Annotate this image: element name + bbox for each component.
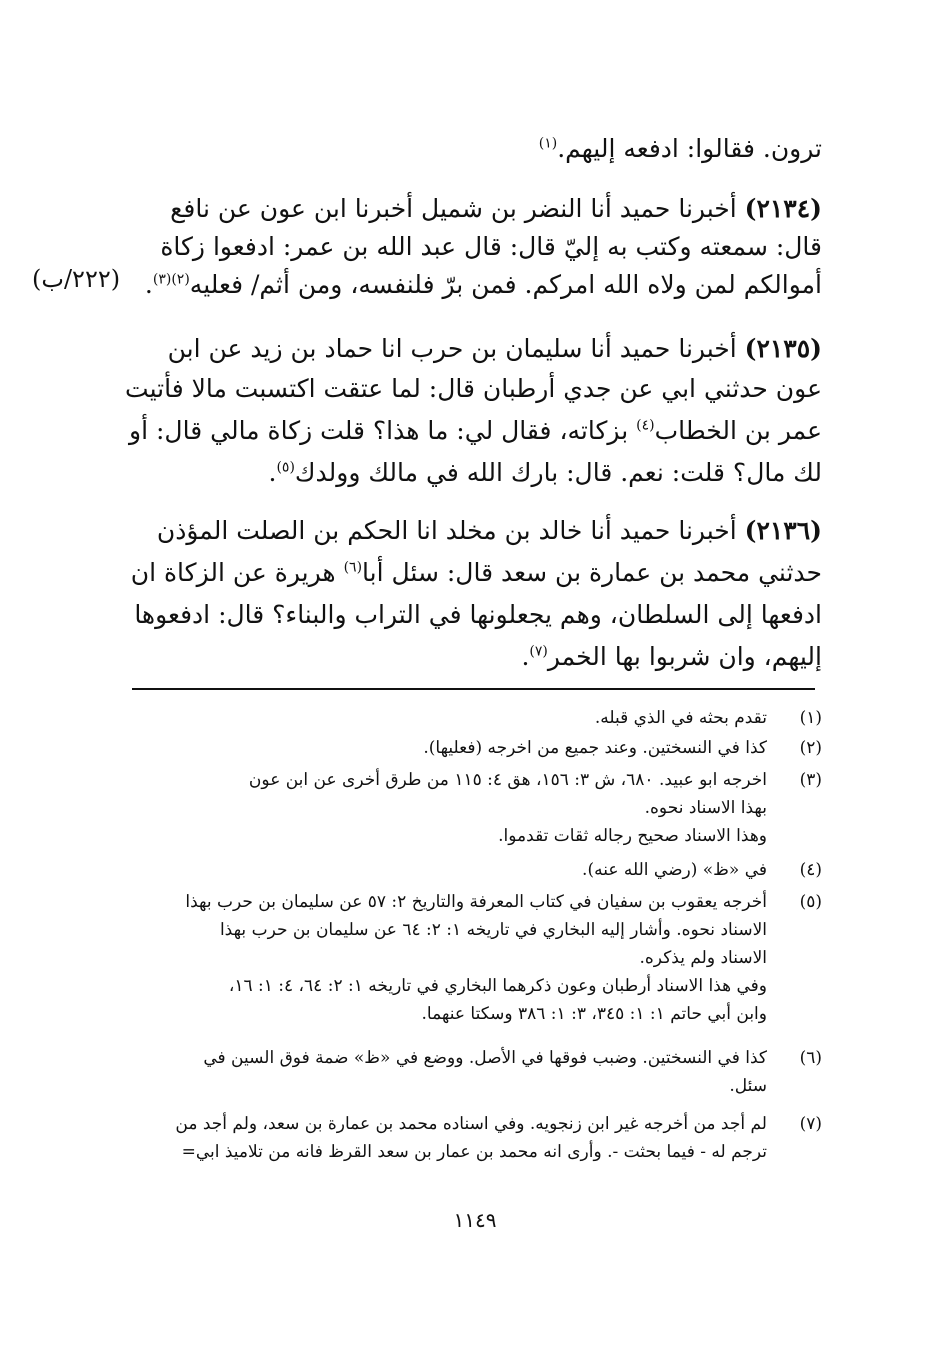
footnote-line: اخرجه ابو عبيد. ٦٨٠، ش ٣: ١٥٦، هق ٤: ١١٥ من طرق أخرى عن ابن عون (248, 770, 767, 790)
footnote-ref: (٦) (343, 559, 363, 576)
footnote-line: الاسناد نحوه. وأشار إليه البخاري في تاريخه ١: ٢: ٦٤ عن سليمان بن حرب بهذا (219, 920, 767, 940)
hadith-number: (٢١٣٥) (744, 334, 822, 363)
folio-marker: (٢٢٢/ب) (32, 265, 121, 293)
continuation-line (539, 128, 822, 170)
footnote-line: الاسناد ولم يذكره. (639, 948, 767, 968)
footnote-line: كذا في النسختين. وضبب فوقها في الأصل. ووضع في «ظ» ضمة فوق السين في (203, 1048, 767, 1068)
footnote-4 (132, 856, 822, 884)
hadith-text: ادفعها إلى السلطان، وهم يجعلونها في التراب والبناء؟ قال: ادفعوها (134, 600, 822, 629)
hadith-2136-line-1 (157, 510, 822, 552)
footnote-ref: (٧) (529, 643, 548, 660)
footnote-line: ترجم له - فيما بحثت -. وأرى انه محمد بن عمار بن سعد القرظ فانه من تلاميذ ابي= (181, 1142, 767, 1162)
hadith-2135-line-3 (129, 410, 822, 452)
hadith-number: (٢١٣٦) (744, 516, 822, 545)
footnote-line: وهذا الاسناد صحيح رجاله ثقات تقدموا. (498, 826, 767, 846)
hadith-text: . (144, 270, 153, 299)
footnote-line: أخرجه يعقوب بن سفيان في كتاب المعرفة والتاريخ ٢: ٥٧ عن سليمان بن حرب بهذا (185, 892, 767, 912)
main-text (125, 0, 822, 700)
continuation-text: ترون. فقالوا: ادفعه إليهم. (557, 134, 822, 163)
hadith-2134-line-2 (160, 226, 822, 268)
hadith-text: عون حدثني ابي عن جدي أرطبان قال: لما عتقت اكتسبت مالا فأتيت (125, 374, 822, 403)
hadith-text: أخبرنا حميد أنا خالد بن مخلد انا الحكم بن الصلت المؤذن (156, 516, 737, 545)
hadith-text: أخبرنا حميد أنا سليمان بن حرب انا حماد بن زيد عن ابن (167, 334, 737, 363)
footnote-line: بهذا الاسناد نحوه. (644, 798, 767, 818)
hadith-text: إليهم، وان شربوا بها الخمر (547, 642, 822, 671)
hadith-text: أموالكم لمن ولاه الله امركم. فمن برّ فلنفسه، ومن أثم/ فعليه (189, 270, 822, 299)
footnote-line: وابن أبي حاتم ١: ١: ٣٤٥، ٣: ١: ٣٨٦ وسكتا عنهما. (421, 1004, 767, 1024)
hadith-2134-line-3 (145, 264, 822, 306)
hadith-2135-line-1 (168, 328, 822, 370)
footnote-number: (٥) (799, 892, 822, 912)
hadith-number: (٢١٣٤) (744, 194, 822, 223)
hadith-text: . (521, 642, 530, 671)
hadith-text: قال: سمعته وكتب به إليّ قال: قال عبد الله بن عمر: ادفعوا زكاة (160, 232, 822, 261)
footnote-line: تقدم بحثه في الذي قبله. (594, 708, 767, 728)
footnote-7 (132, 1110, 822, 1166)
hadith-2134-line-1 (170, 188, 822, 230)
hadith-2135-line-2 (125, 368, 822, 410)
hadith-text: عمر بن الخطاب (654, 416, 822, 445)
hadith-text: أخبرنا حميد أنا النضر بن شميل أخبرنا ابن عون عن نافع (170, 194, 737, 223)
footnote-2 (132, 734, 822, 762)
hadith-text: لك مال؟ قلت: نعم. قال: بارك الله في مالك وولدك (294, 458, 822, 487)
footnote-line: في «ظ» (رضي الله عنه). (582, 860, 767, 880)
footnote-line: لم أجد من أخرجه غير ابن زنجويه. وفي اسناده محمد بن عمارة بن سعد، ولم أجد من (175, 1114, 767, 1134)
footnote-separator (132, 688, 815, 690)
hadith-2136-line-3 (134, 594, 822, 636)
footnote-number: (٧) (799, 1114, 822, 1134)
footnote-number: (١) (799, 708, 822, 728)
footnote-line: كذا في النسختين. وعند جميع من اخرجه (فعليها). (423, 738, 767, 758)
hadith-2135-line-4 (269, 452, 823, 494)
hadith-text: . (268, 458, 277, 487)
footnote-3 (132, 766, 822, 850)
hadith-text: حدثني محمد بن عمارة بن سعد قال: سئل أبا (362, 558, 822, 587)
footnote-line: وفي هذا الاسناد أرطبان وعون ذكرهما البخاري في تاريخه ١: ٢: ٦٤، ٤: ١: ١٦، (228, 976, 767, 996)
footnote-ref: (٥) (276, 459, 295, 476)
page-number: ١١٤٩ (453, 1208, 497, 1232)
footnote-number: (٦) (799, 1048, 822, 1068)
hadith-2136-line-2 (131, 552, 822, 594)
footnote-line: سئل. (729, 1076, 767, 1096)
footnote-number: (٣) (799, 770, 822, 790)
hadith-2136-line-4 (521, 636, 822, 678)
hadith-text: هريرة عن الزكاة ان (130, 558, 336, 587)
hadith-text: بزكاته، فقال لي: ما هذا؟ قلت زكاة مالي قال: أو (129, 416, 629, 445)
footnote-ref: (٢)(٣) (152, 271, 190, 288)
footnote-6 (132, 1044, 822, 1100)
footnote-1 (132, 704, 822, 732)
footnote-number: (٢) (799, 738, 822, 758)
footnote-number: (٤) (799, 860, 822, 880)
footnote-ref: (١) (538, 135, 558, 152)
footnote-ref: (٤) (636, 417, 655, 434)
footnote-5 (132, 888, 822, 1028)
